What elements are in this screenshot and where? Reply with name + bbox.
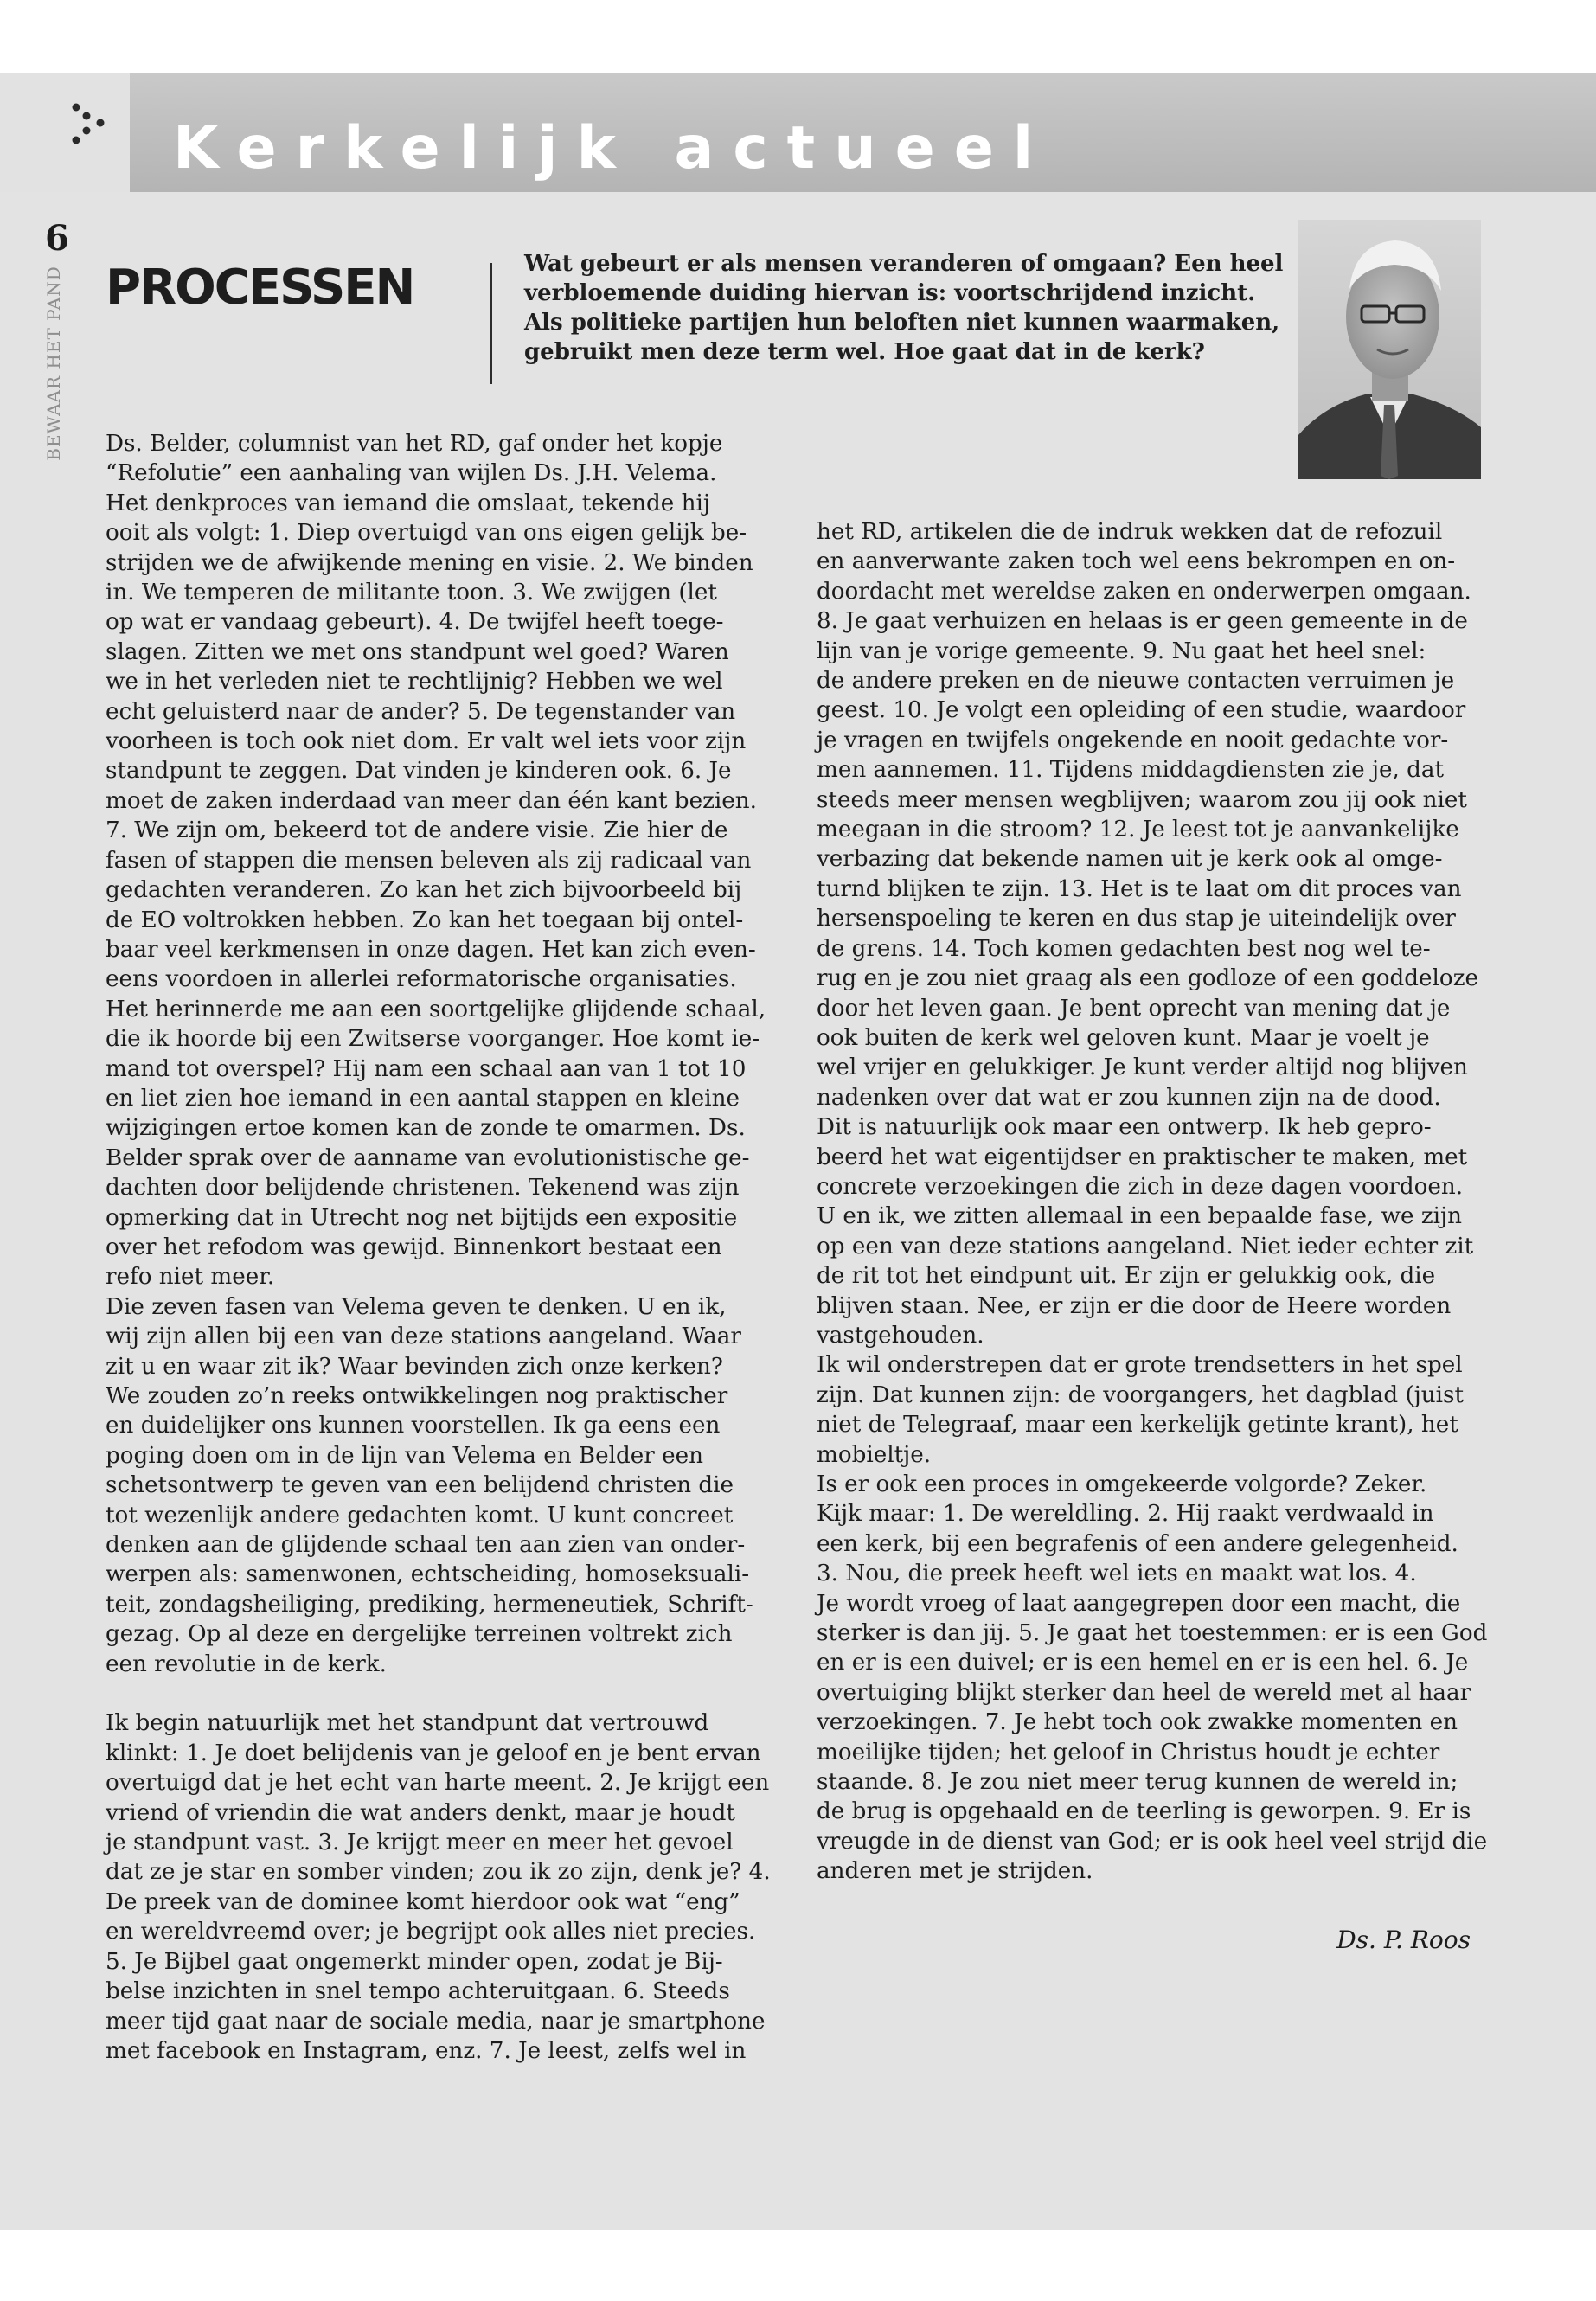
body-line: blijven staan. Nee, er zijn er die door de Heere worden — [817, 1292, 1452, 1319]
body-line: 8. Je gaat verhuizen en helaas is er geen gemeente in de — [817, 608, 1468, 635]
article-column-right — [817, 517, 1488, 1887]
body-line: tot wezenlijk andere gedachten komt. U kunt concreet — [106, 1502, 734, 1529]
body-line: denken aan de glijdende schaal ten aan zien van onder- — [106, 1532, 746, 1559]
paragraph-gap — [106, 1679, 754, 1708]
body-line: een kerk, bij een begrafenis of een andere gelegenheid. — [817, 1530, 1458, 1557]
body-line: U en ik, we zitten allemaal in een bepaalde fase, we zijn — [817, 1203, 1462, 1230]
body-line: mobieltje. — [817, 1441, 932, 1468]
body-line: voorheen is toch ook niet dom. Er valt wel iets voor zijn — [106, 728, 747, 755]
body-line: de brug is opgehaald en de teerling is geworpen. 9. Er is — [817, 1798, 1471, 1825]
body-line: staande. 8. Je zou niet meer terug kunnen de wereld in; — [817, 1769, 1458, 1796]
body-line: Ik wil onderstrepen dat er grote trendsetters in het spel — [817, 1352, 1463, 1379]
body-line: 7. We zijn om, bekeerd tot de andere visie. Zie hier de — [106, 817, 728, 844]
body-line: Belder sprak over de aanname van evolutionistische ge- — [106, 1144, 750, 1171]
section-title: Kerkelijk actueel — [173, 114, 1053, 183]
top-margin — [0, 0, 1596, 73]
body-line: en aanverwante zaken toch wel eens bekrompen en on- — [817, 548, 1456, 575]
body-line: echt geluisterd naar de ander? 5. De tegenstander van — [106, 698, 736, 725]
body-line: en wereldvreemd over; je begrijpt ook alles niet precies. — [106, 1919, 756, 1945]
body-line: door het leven gaan. Je bent oprecht van mening dat je — [817, 995, 1451, 1022]
body-line: ook buiten de kerk wel geloven kunt. Maar je voelt je — [817, 1024, 1430, 1051]
body-line: We zouden zo’n reeks ontwikkelingen nog praktischer — [106, 1383, 728, 1409]
intro-line: Wat gebeurt er als mensen veranderen of omgaan? Een heel — [524, 251, 1284, 277]
body-line: “Refolutie” een aanhaling van wijlen Ds. J.H. Velema. — [106, 460, 717, 487]
body-line: een revolutie in de kerk. — [106, 1650, 387, 1677]
body-line: op wat er vandaag gebeurt). 4. De twijfel heeft toege- — [106, 609, 724, 636]
body-line: Je wordt vroeg of laat aangegrepen door een macht, die — [817, 1590, 1461, 1617]
body-line: Kijk maar: 1. De wereldling. 2. Hij raakt verdwaald in — [817, 1501, 1434, 1528]
body-line: concrete verzoekingen die zich in deze dagen voordoen. — [817, 1173, 1464, 1200]
body-line: dat ze je star en somber vinden; zou ik zo zijn, denk je? 4. — [106, 1859, 771, 1886]
body-line: doordacht met wereldse zaken en onderwerpen omgaan. — [817, 578, 1471, 605]
body-line: turnd blijken te zijn. 13. Het is te laat om dit proces van — [817, 875, 1462, 902]
body-line: Het herinnerde me aan een soortgelijke glijdende schaal, — [106, 996, 766, 1022]
body-line: opmerking dat in Utrecht nog net bijtijds een expositie — [106, 1204, 738, 1231]
body-line: poging doen om in de lijn van Velema en Belder een — [106, 1442, 703, 1469]
body-line: strijden we de afwijkende mening en visie. 2. We binden — [106, 549, 753, 576]
body-line: steeds meer mensen wegblijven; waarom zou jij ook niet — [817, 786, 1467, 813]
body-line: eens voordoen in allerlei reformatorische organisaties. — [106, 966, 737, 993]
body-line: meer tijd gaat naar de sociale media, naar je smartphone — [106, 2008, 766, 2035]
body-line: Ds. Belder, columnist van het RD, gaf onder het kopje — [106, 431, 723, 457]
body-line: teit, zondagsheiliging, prediking, hermeneutiek, Schrift- — [106, 1591, 753, 1618]
body-line: Ik begin natuurlijk met het standpunt dat vertrouwd — [106, 1710, 709, 1737]
body-line: schetsontwerp te geven van een belijdend christen die — [106, 1472, 734, 1499]
body-line: dachten door belijdende christenen. Tekenend was zijn — [106, 1175, 740, 1202]
intro-line: Als politieke partijen hun beloften niet kunnen waarmaken, — [524, 310, 1280, 336]
body-line: het RD, artikelen die de indruk wekken dat de refozuil — [817, 519, 1443, 545]
body-line: De preek van de dominee komt hierdoor ook wat “eng” — [106, 1888, 740, 1915]
body-line: wijzigingen ertoe komen kan de zonde te omarmen. Ds. — [106, 1115, 746, 1142]
body-line: men aannemen. 11. Tijdens middagdiensten zie je, dat — [817, 757, 1445, 784]
body-line: meegaan in die stroom? 12. Je leest tot je aanvankelijke — [817, 817, 1459, 843]
body-line: niet de Telegraaf, maar een kerkelijk getinte krant), het — [817, 1412, 1458, 1439]
body-line: baar veel kerkmensen in onze dagen. Het kan zich even- — [106, 936, 756, 963]
intro-line: verbloemende duiding hiervan is: voortschrijdend inzicht. — [524, 280, 1256, 306]
dots-icon — [69, 102, 112, 151]
body-line: met facebook en Instagram, enz. 7. Je leest, zelfs wel in — [106, 2037, 747, 2064]
body-line: verzoekingen. 7. Je hebt toch ook zwakke momenten en — [817, 1709, 1458, 1736]
body-line: Is er ook een proces in omgekeerde volgorde? Zeker. — [817, 1471, 1427, 1497]
body-line: die ik hoorde bij een Zwitserse voorganger. Hoe komt ie- — [106, 1026, 760, 1053]
body-line: de grens. 14. Toch komen gedachten best nog wel te- — [817, 935, 1431, 962]
body-line: Het denkproces van iemand die omslaat, tekende hij — [106, 490, 710, 516]
body-line: anderen met je strijden. — [817, 1858, 1093, 1885]
body-line: over het refodom was gewijd. Binnenkort bestaat een — [106, 1234, 722, 1260]
body-line: moet de zaken inderdaad van meer dan één kant bezien. — [106, 787, 757, 814]
body-line: zijn. Dat kunnen zijn: de voorgangers, het dagblad (juist — [817, 1381, 1464, 1408]
body-line: belse inzichten in snel tempo achteruitgaan. 6. Steeds — [106, 1978, 730, 2005]
body-line: de EO voltrokken hebben. Zo kan het toegaan bij ontel- — [106, 907, 744, 933]
body-line: op een van deze stations aangeland. Niet ieder echter zit — [817, 1233, 1474, 1259]
article-intro — [524, 249, 1285, 367]
body-line: je vragen en twijfels ongekende en nooit gedachte vor- — [817, 727, 1449, 753]
body-line: wij zijn allen bij een van deze stations aangeland. Waar — [106, 1324, 741, 1350]
side-label: BEWAAR HET PAND — [43, 266, 64, 461]
body-line: standpunt te zeggen. Dat vinden je kinderen ook. 6. Je — [106, 758, 732, 785]
body-line: mand tot overspel? Hij nam een schaal aan van 1 tot 10 — [106, 1055, 747, 1082]
body-line: zit u en waar zit ik? Waar bevinden zich onze kerken? — [106, 1353, 723, 1380]
body-line: de andere preken en de nieuwe contacten verruimen je — [817, 668, 1455, 695]
title-divider — [490, 263, 492, 384]
bottom-margin — [0, 2230, 1596, 2301]
body-line: klinkt: 1. Je doet belijdenis van je geloof en je bent ervan — [106, 1740, 761, 1766]
body-line: beerd het wat eigentijdser en praktischer te maken, met — [817, 1144, 1468, 1170]
author-portrait — [1298, 220, 1481, 479]
body-line: werpen als: samenwonen, echtscheiding, homoseksuali- — [106, 1561, 750, 1588]
author-signature: Ds. P. Roos — [1336, 1926, 1471, 1954]
body-line: rug en je zou niet graag als een godloze of een goddeloze — [817, 965, 1478, 992]
body-line: lijn van je vorige gemeente. 9. Nu gaat het heel snel: — [817, 638, 1426, 664]
body-line: we in het verleden niet te rechtlijnig? Hebben we wel — [106, 669, 723, 695]
body-line: en duidelijker ons kunnen voorstellen. Ik ga eens een — [106, 1413, 721, 1439]
body-line: wel vrijer en gelukkiger. Je kunt verder altijd nog blijven — [817, 1054, 1468, 1081]
body-line: en er is een duivel; er is een hemel en er is een hel. 6. Je — [817, 1650, 1469, 1676]
body-line: Dit is natuurlijk ook maar een ontwerp. Ik heb gepro- — [817, 1114, 1432, 1141]
article-column-left — [106, 429, 771, 2066]
body-line: fasen of stappen die mensen beleven als zij radicaal van — [106, 847, 752, 874]
body-line: 5. Je Bijbel gaat ongemerkt minder open, zodat je Bij- — [106, 1948, 723, 1975]
body-line: sterker is dan jij. 5. Je gaat het toestemmen: er is een God — [817, 1620, 1488, 1647]
article-title: PROCESSEN — [106, 260, 414, 316]
body-line: en liet zien hoe iemand in een aantal stappen en kleine — [106, 1085, 740, 1112]
body-line: je standpunt vast. 3. Je krijgt meer en meer het gevoel — [106, 1830, 734, 1856]
body-line: verbazing dat bekende namen uit je kerk ook al omge- — [817, 846, 1443, 873]
body-line: Die zeven fasen van Velema geven te denken. U en ik, — [106, 1293, 727, 1320]
body-line: refo niet meer. — [106, 1264, 275, 1291]
body-line: vastgehouden. — [817, 1322, 984, 1349]
body-line: nadenken over dat wat er zou kunnen zijn na de dood. — [817, 1084, 1441, 1111]
body-line: overtuiging blijkt sterker dan heel de wereld met al haar — [817, 1679, 1471, 1706]
body-line: gezag. Op al deze en dergelijke terreinen voltrekt zich — [106, 1621, 733, 1648]
body-line: ooit als volgt: 1. Diep overtuigd van ons eigen gelijk be- — [106, 520, 747, 547]
body-line: overtuigd dat je het echt van harte meent. 2. Je krijgt een — [106, 1770, 770, 1797]
body-line: de rit tot het eindpunt uit. Er zijn er gelukkig ook, die — [817, 1263, 1436, 1290]
body-line: moeilijke tijden; het geloof in Christus houdt je echter — [817, 1739, 1440, 1766]
body-line: vriend of vriendin die wat anders denkt, maar je houdt — [106, 1799, 735, 1826]
page-number: 6 — [45, 218, 69, 259]
body-line: vreugde in de dienst van God; er is ook heel veel strijd die — [817, 1828, 1488, 1855]
body-line: slagen. Zitten we met ons standpunt wel goed? Waren — [106, 638, 729, 665]
intro-line: gebruikt men deze term wel. Hoe gaat dat in de kerk? — [524, 339, 1205, 365]
body-line: in. We temperen de militante toon. 3. We zwijgen (let — [106, 580, 717, 606]
body-line: hersenspoeling te keren en dus stap je uiteindelijk over — [817, 906, 1456, 933]
body-line: gedachten veranderen. Zo kan het zich bijvoorbeeld bij — [106, 877, 742, 904]
body-line: 3. Nou, die preek heeft wel iets en maakt wat los. 4. — [817, 1561, 1417, 1587]
body-line: geest. 10. Je volgt een opleiding of een studie, waardoor — [817, 697, 1466, 724]
